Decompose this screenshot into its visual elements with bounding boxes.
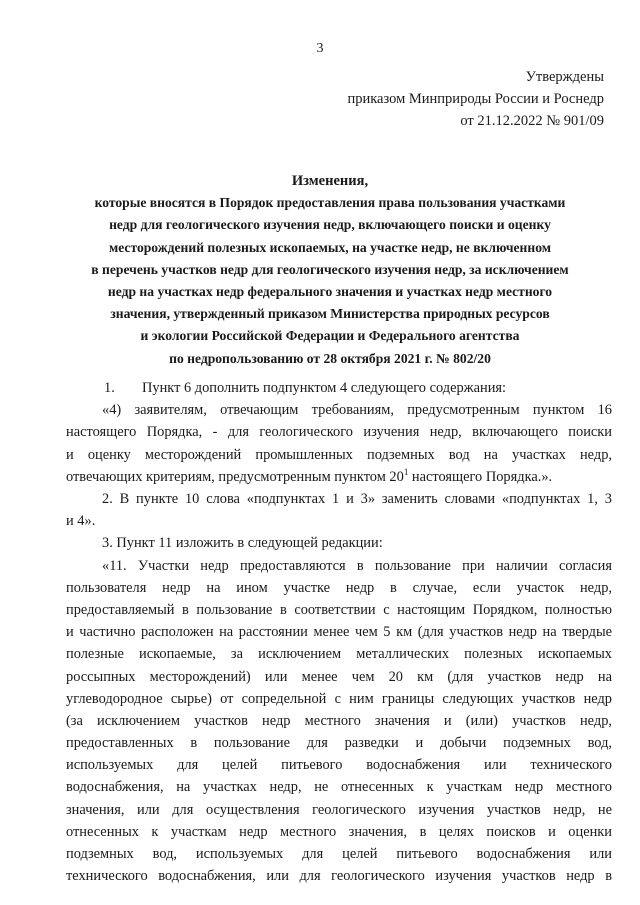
title-line: недр на участках недр федерального значения и участках недр местного: [107, 284, 553, 300]
approval-line-2: приказом Минприроды России и Роснедр: [347, 91, 604, 107]
approval-line-1: Утверждены: [525, 69, 604, 85]
title-line: в перечень участков недр для геологического изучения недр, за исключением: [91, 261, 569, 277]
item-1-quote-line: «4) заявителям, отвечающим требованиям, предусмотренным пунктом 16: [102, 402, 612, 419]
item-1-number: 1.: [104, 380, 115, 396]
item-3-quote-line: используемых для целей питьевого водоснабжения или технического: [66, 757, 612, 774]
superscript: 1: [403, 466, 409, 477]
item-2-line: 2. В пункте 10 слова «подпунктах 1 и 3» заменить словами «подпунктах 1, 3: [102, 490, 612, 507]
page-number: 3: [316, 41, 324, 56]
item-1-quote-line: и оценку месторождений промышленных подземных вод на участках недр,: [66, 446, 612, 463]
item-3-quote-line: значения, или для осуществления геологического изучения участков недр, не: [66, 801, 612, 818]
title-line: по недропользованию от 28 октября 2021 г. № 802/20: [169, 350, 491, 366]
item-3-quote-line: отнесенных к участкам недр местного значения, в целях поисков и оценки: [66, 823, 612, 840]
item-3-quote-line: водоснабжения, на участках недр, не отнесенных к участкам недр местного: [66, 779, 612, 796]
quote-text: отвечающих критериям, предусмотренным пунктом 20: [66, 468, 404, 485]
quote-text: настоящего Порядка.».: [408, 468, 553, 485]
item-3-quote-line: полезные ископаемые, за исключением металлических полезных ископаемых: [66, 646, 612, 663]
item-3-quote-line: технического водоснабжения, или для геологического изучения участков недр в: [66, 868, 612, 885]
title-line: недр для геологического изучения недр, включающего поиски и оценку: [109, 217, 551, 233]
item-3-quote-line: предоставляемый в пользование в соответствии с настоящим Порядком, полностью: [66, 601, 612, 618]
item-3-quote-line: подземных вод, используемых для целей питьевого водоснабжения или: [66, 846, 612, 862]
title-line: значения, утвержденный приказом Министерства природных ресурсов: [110, 306, 550, 322]
document-title: [60, 170, 600, 370]
title-line: которые вносятся в Порядок предоставления права пользования участками: [94, 195, 566, 211]
item-3-quote-line: пользователя недр на ином участке недр в случае, если участок недр,: [66, 579, 612, 596]
item-2-line: и 4».: [66, 513, 96, 530]
item-3-quote-line: (за исключением участков недр местного значения и (или) участков недр,: [66, 712, 612, 729]
item-3-quote-line: «11. Участки недр предоставляются в пользование при наличии согласия: [102, 557, 612, 574]
item-1-quote-last-line: [66, 466, 612, 488]
item-1-quote-line: настоящего Порядка, - для геологического изучения недр, включающего поиски: [66, 424, 612, 441]
approval-line-3: от 21.12.2022 № 901/09: [460, 113, 604, 129]
item-3-quote-line: россыпных месторождений) или менее чем 20 км (для участков недр на: [66, 668, 612, 685]
item-3-quote-line: углеводородное сырье) от сопредельной с ним границы следующих участков недр: [66, 690, 612, 707]
document-body: [66, 377, 612, 887]
item-1-text: Пункт 6 дополнить подпунктом 4 следующего содержания:: [142, 380, 507, 396]
item-1: [66, 377, 612, 399]
title-heading: Изменения,: [291, 173, 369, 189]
item-3: 3. Пункт 11 изложить в следующей редакции:: [102, 535, 383, 552]
title-line: и экологии Российской Федерации и Федерального агентства: [140, 328, 520, 344]
item-3-quote-line: предоставленных в пользование для разведки и добычи подземных вод,: [66, 735, 612, 752]
item-3-quote-line: и частично расположен на расстоянии менее чем 5 км (для участков недр на твердые: [66, 624, 612, 641]
approval-stamp: [347, 66, 604, 132]
title-line: месторождений полезных ископаемых, на участке недр, не включенном: [108, 239, 552, 255]
